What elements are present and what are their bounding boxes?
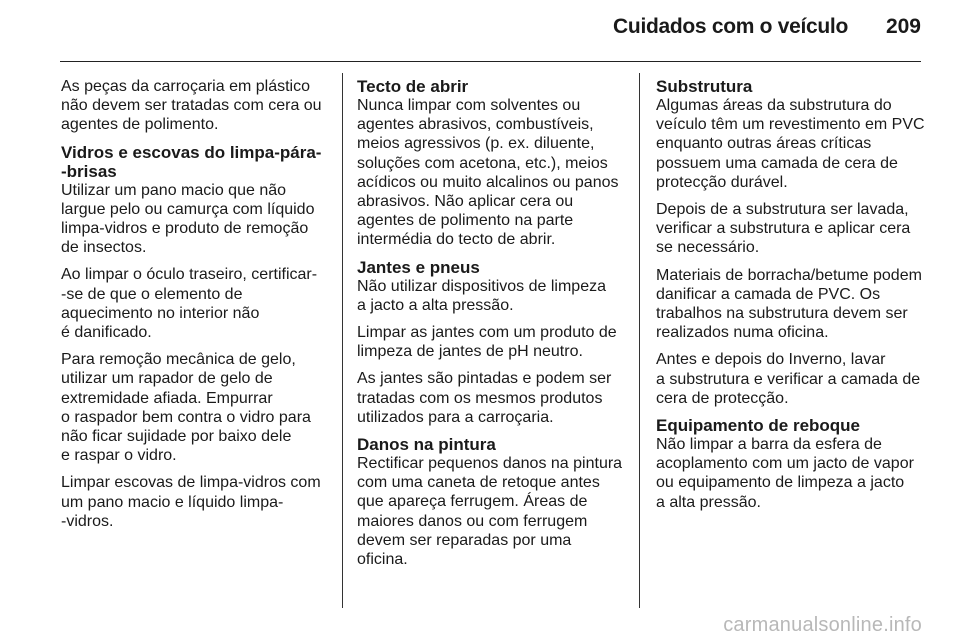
text-line: extremidade afiada. Empurrar xyxy=(61,389,273,407)
text-line: a alta pressão. xyxy=(656,493,761,511)
heading-wheels-tyres: Jantes e pneus xyxy=(357,257,480,277)
column-divider-1 xyxy=(342,73,343,608)
paragraph-wiper-blades xyxy=(61,473,327,531)
heading-sunroof: Tecto de abrir xyxy=(357,77,469,96)
text-line: -vidros. xyxy=(61,512,114,530)
text-line: soluções com acetona, etc.), meios xyxy=(357,154,608,172)
text-line: Não limpar a barra da esfera de xyxy=(656,436,882,454)
text-line: um pano macio e líquido limpa- xyxy=(61,493,284,511)
paragraph-sunroof xyxy=(357,96,629,250)
text-line: com uma caneta de retoque antes xyxy=(357,474,600,492)
text-line: meios agressivos (p. ex. diluente, xyxy=(357,135,595,153)
text-line: Vidros e escovas do limpa-pára- xyxy=(61,142,322,162)
text-line: limpeza de jantes de pH neutro. xyxy=(357,343,583,361)
text-line: Antes e depois do Inverno, lavar xyxy=(656,351,886,369)
text-line: Limpar as jantes com um produto de xyxy=(357,324,617,342)
paragraph-winter xyxy=(656,350,926,408)
text-line: que apareça ferrugem. Áreas de xyxy=(357,493,588,511)
header-divider xyxy=(60,61,921,62)
text-line: trabalhos na substrutura devem ser xyxy=(656,305,908,323)
text-line: -se de que o elemento de xyxy=(61,285,243,303)
text-line: protecção durável. xyxy=(656,173,788,191)
heading-paint-damage: Danos na pintura xyxy=(357,435,496,455)
text-line: não devem ser tratadas com cera ou xyxy=(61,97,322,115)
text-line: aquecimento no interior não xyxy=(61,304,260,322)
text-line: -brisas xyxy=(61,161,117,181)
text-line: Ao limpar o óculo traseiro, certificar- xyxy=(61,266,318,284)
text-line: Algumas áreas da substrutura do xyxy=(656,97,892,114)
text-line: largue pelo ou camurça com líquido xyxy=(61,200,315,218)
text-line: possuem uma camada de cera de xyxy=(656,154,898,172)
text-line: devem ser reparadas por uma xyxy=(357,531,572,549)
text-line: agentes de polimento na parte xyxy=(357,212,574,230)
text-line: danificar a camada de PVC. Os xyxy=(656,285,881,303)
paragraph-ice-removal xyxy=(61,350,327,465)
text-line: Depois de a substrutura ser lavada, xyxy=(656,201,909,219)
text-line: é danificado. xyxy=(61,324,152,342)
paragraph-underbody-wash xyxy=(656,200,926,258)
text-line: agentes de polimento. xyxy=(61,116,219,134)
text-line: de insectos. xyxy=(61,239,147,257)
page-number: 209 xyxy=(885,15,921,38)
text-line: ou equipamento de limpeza a jacto xyxy=(656,474,905,492)
text-line: limpa-vidros e produto de remoção xyxy=(61,220,309,238)
text-line: utilizar um rapador de gelo de xyxy=(61,370,273,388)
text-line: Limpar escovas de limpa-vidros com xyxy=(61,474,321,492)
text-line: utilizados para a carroçaria. xyxy=(357,408,554,426)
text-line: realizados numa oficina. xyxy=(656,324,829,342)
text-line: a jacto a alta pressão. xyxy=(357,296,514,314)
page-title: Cuidados com o veículo xyxy=(613,15,848,38)
text-line: o raspador bem contra o vidro para xyxy=(61,408,311,426)
heading-windows-wipers xyxy=(61,143,327,181)
text-line: Utilizar um pano macio que não xyxy=(61,181,287,199)
text-line: veículo têm um revestimento em PVC xyxy=(656,116,925,134)
text-line: Não utilizar dispositivos de limpeza xyxy=(357,277,606,295)
text-line: enquanto outras áreas críticas xyxy=(656,135,872,153)
text-line: e raspar o vidro. xyxy=(61,447,177,465)
paragraph-rubber-materials xyxy=(656,266,926,343)
heading-underbody: Substrutura xyxy=(656,77,753,96)
text-line: maiores danos ou com ferrugem xyxy=(357,512,588,530)
paragraph-paint-damage xyxy=(357,454,629,569)
text-line: intermédia do tecto de abrir. xyxy=(357,231,556,249)
text-line: abrasivos. Não aplicar cera ou xyxy=(357,193,574,211)
paragraph-rear-window xyxy=(61,265,327,342)
column-3 xyxy=(656,77,926,520)
paragraph-no-pressure-wash xyxy=(357,277,629,315)
text-line: Para remoção mecânica de gelo, xyxy=(61,351,296,369)
text-line: tratadas com os mesmos produtos xyxy=(357,389,603,407)
text-line: Materiais de borracha/betume podem xyxy=(656,266,922,284)
paragraph-painted-wheels xyxy=(357,369,629,427)
paragraph-wiper-cleaning xyxy=(61,181,327,258)
text-line: não ficar sujidade por baixo dele xyxy=(61,428,292,446)
column-2 xyxy=(357,77,629,577)
text-line: cera de protecção. xyxy=(656,389,789,407)
text-line: verificar a substrutura e aplicar cera xyxy=(656,220,911,238)
paragraph-plastic-parts xyxy=(61,77,327,135)
heading-towing-equipment: Equipamento de reboque xyxy=(656,416,861,436)
column-divider-2 xyxy=(639,73,640,608)
watermark: carmanualsonline.info xyxy=(723,614,922,636)
text-line: As jantes são pintadas e podem ser xyxy=(357,370,612,388)
text-line: As peças da carroçaria em plástico xyxy=(61,78,310,95)
text-line: Rectificar pequenos danos na pintura xyxy=(357,455,623,473)
text-line: a substrutura e verificar a camada de xyxy=(656,370,921,388)
text-line: acídicos ou muito alcalinos ou panos xyxy=(357,173,619,191)
text-line: agentes abrasivos, combustíveis, xyxy=(357,116,594,134)
column-1 xyxy=(61,77,327,539)
paragraph-underbody-coating xyxy=(656,96,926,192)
paragraph-towing-equipment xyxy=(656,435,926,512)
text-line: acoplamento com um jacto de vapor xyxy=(656,455,914,473)
text-line: se necessário. xyxy=(656,239,760,257)
text-line: Nunca limpar com solventes ou xyxy=(357,97,581,114)
text-line: oficina. xyxy=(357,551,408,569)
paragraph-wheel-cleaner xyxy=(357,323,629,361)
